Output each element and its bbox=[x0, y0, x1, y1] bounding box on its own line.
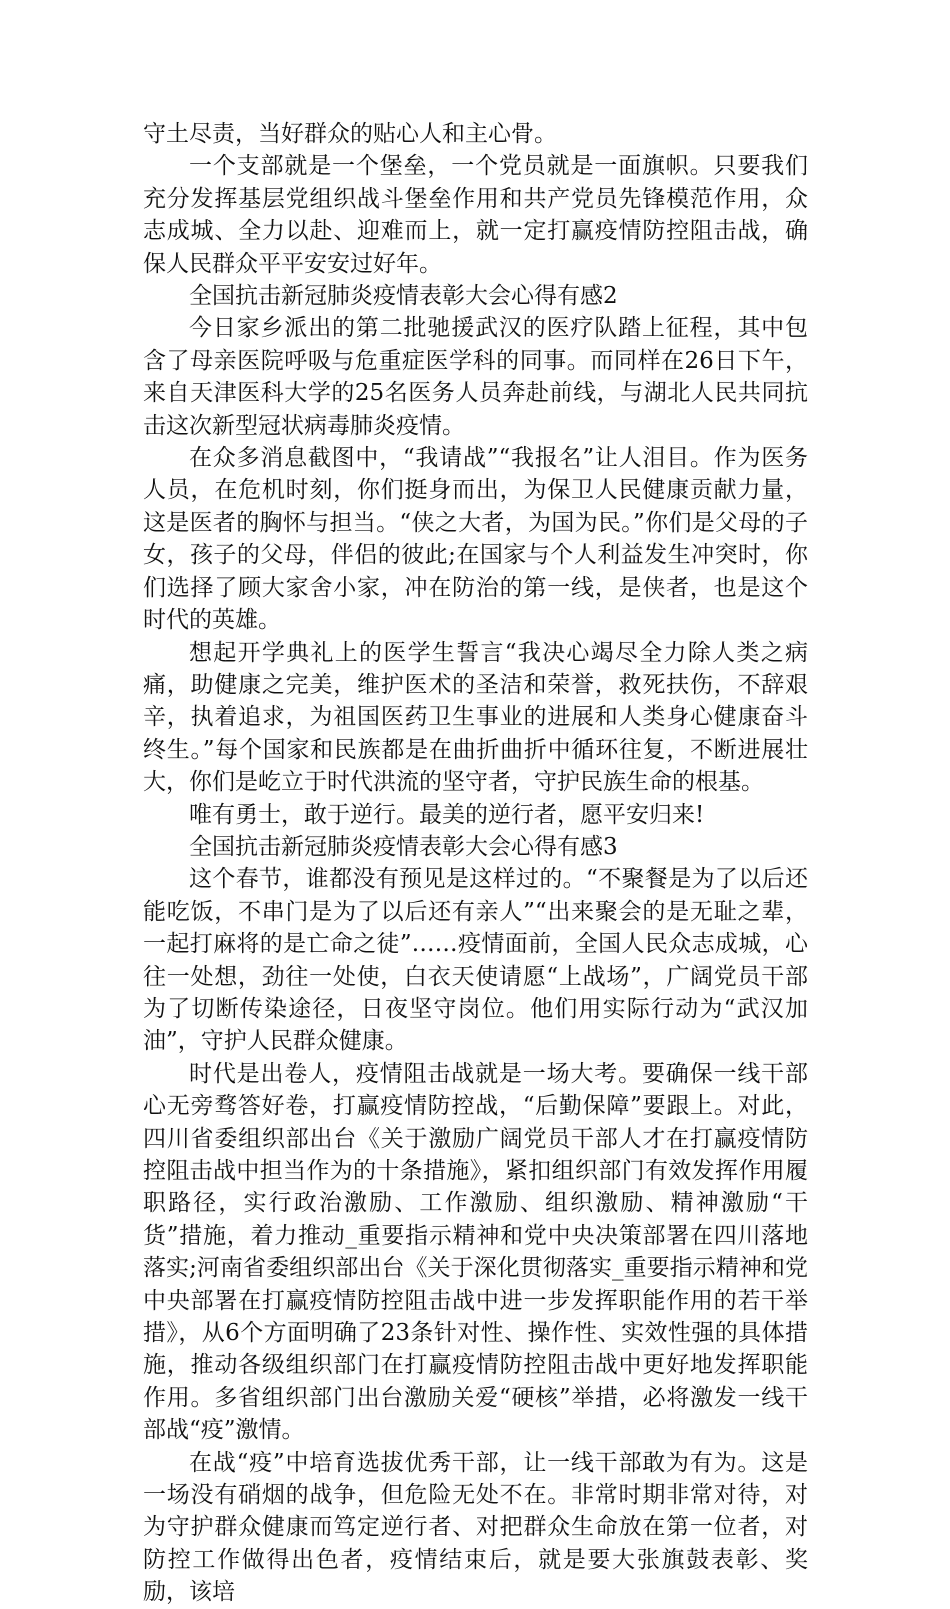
section-heading: 全国抗击新冠肺炎疫情表彰大会心得有感2 bbox=[189, 283, 618, 310]
paragraph-body: 今日家乡派出的第二批驰援武汉的医疗队踏上征程，其中包含了母亲医院呼吸与危重症医学科的同事。而同样在26日下午，来自天津医科大学的25名医务人员奔赴前线，与湖北人民共同抗击这次新型冠状病毒肺炎疫情。 bbox=[143, 315, 808, 439]
paragraph-body: 在众多消息截图中，“我请战”“我报名”让人泪目。作为医务人员，在危机时刻，你们挺身而出，为保卫人民健康贡献力量，这是医者的胸怀与担当。“侠之大者，为国为民。”你们是父母的子女，孩子的父母，伴侣的彼此;在国家与个人利益发生冲突时，你们选择了顾大家舍小家，冲在防治的第一线，是侠者，也是这个时代的英雄。 bbox=[143, 445, 808, 634]
paragraph-body: 时代是出卷人，疫情阻击战就是一场大考。要确保一线干部心无旁骛答好卷，打赢疫情防控战，“后勤保障”要跟上。对此，四川省委组织部出台《关于激励广阔党员干部人才在打赢疫情防控阻击战中担当作为的十条措施》，紧扣组织部门有效发挥作用履职路径，实行政治激励、工作激励、组织激励、精神激励“干货”措施，着力推动_重要指示精神和党中央决策部署在四川落地落实;河南省委组织部出台《关于深化贯彻落实_重要指示精神和党中央部署在打赢疫情防控阻击战中进一步发挥职能作用的若干举措》，从6个方面明确了23条针对性、操作性、实效性强的具体措施，推动各级组织部门在打赢疫情防控阻击战中更好地发挥职能作用。多省组织部门出台激励关爱“硬核”举措，必将激发一线干部战“疫”激情。 bbox=[143, 1060, 808, 1444]
paragraph-body: 想起开学典礼上的医学生誓言“我决心竭尽全力除人类之病痛，助健康之完美，维护医术的圣洁和荣誉，救死扶伤，不辞艰辛，执着追求，为祖国医药卫生事业的进展和人类身心健康奋斗终生。”每个国家和民族都是在曲折曲折中循环往复，不断进展壮大，你们是屹立于时代洪流的坚守者，守护民族生命的根基。 bbox=[143, 639, 808, 796]
paragraph-body: 一个支部就是一个堡垒，一个党员就是一面旗帜。只要我们充分发挥基层党组织战斗堡垒作用和共产党员先锋模范作用，众志成城、全力以赴、迎难而上，就一定打赢疫情防控阻击战，确保人民群众平平安安过好年。 bbox=[143, 153, 808, 277]
section-heading: 全国抗击新冠肺炎疫情表彰大会心得有感3 bbox=[189, 833, 618, 860]
paragraph-body: 这个春节，谁都没有预见是这样过的。“不聚餐是为了以后还能吃饭，不串门是为了以后还有亲人”“出来聚会的是无耻之辈，一起打麻将的是亡命之徒”……疫情面前，全国人民众志成城，心往一处想，劲往一处使，白衣天使请愿“上战场”，广阔党员干部为了切断传染途径，日夜坚守岗位。他们用实际行动为“武汉加油”，守护人民群众健康。 bbox=[143, 866, 808, 1055]
document-page bbox=[143, 118, 808, 1609]
paragraph-continuation: 守土尽责，当好群众的贴心人和主心骨。 bbox=[143, 121, 557, 147]
paragraph-body: 唯有勇士，敢于逆行。最美的逆行者，愿平安归来! bbox=[189, 801, 705, 828]
paragraph-body: 在战“疫”中培育选拔优秀干部，让一线干部敢为有为。这是一场没有硝烟的战争，但危险无处不在。非常时期非常对待，对为守护群众健康而笃定逆行者、对把群众生命放在第一位者，对防控工作做得出色者，疫情结束后，就是要大张旗鼓表彰、奖励，该培 bbox=[143, 1449, 808, 1606]
